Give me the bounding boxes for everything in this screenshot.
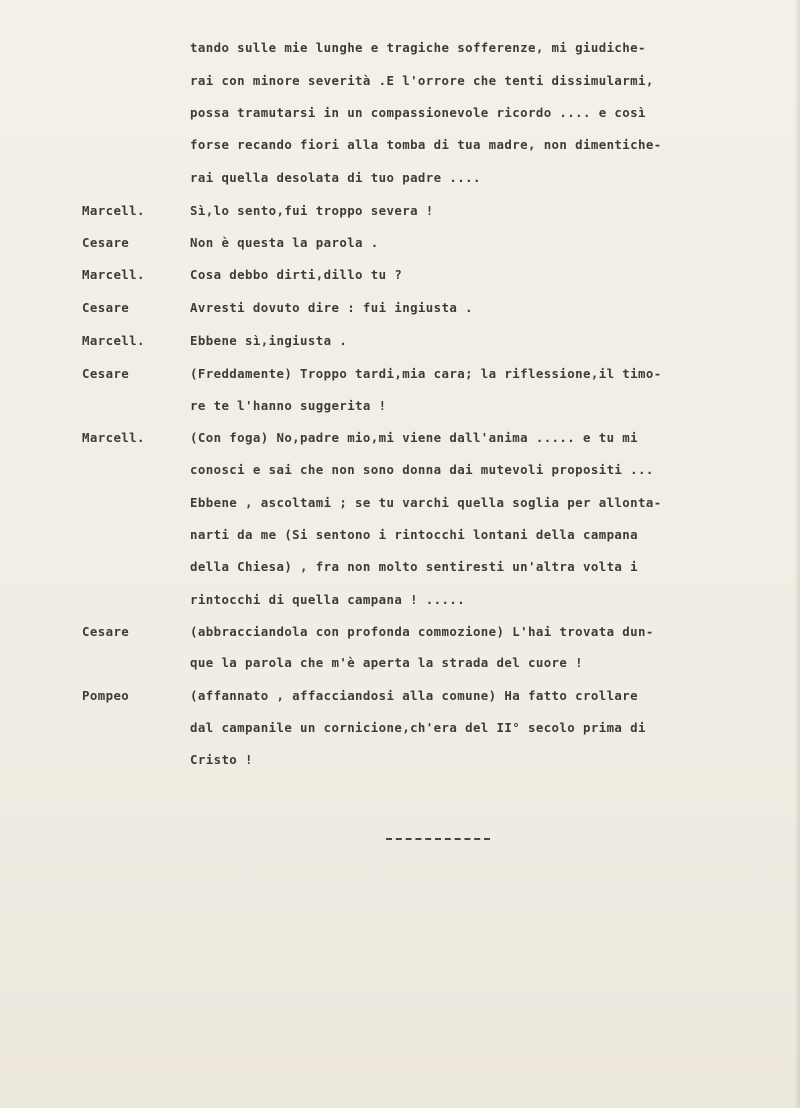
script-line bbox=[0, 720, 800, 740]
speaker-name: Cesare bbox=[82, 300, 130, 315]
script-line bbox=[0, 495, 800, 515]
script-line bbox=[0, 137, 800, 157]
dialogue-text: (Con foga) No,padre mio,mi viene dall'anima ..... e tu mi bbox=[190, 430, 639, 445]
dialogue-text: (abbracciandola con profonda commozione) L'hai trovata dun- bbox=[190, 624, 654, 639]
speaker-name: Cesare bbox=[82, 235, 130, 250]
dialogue-text: que la parola che m'è aperta la strada del cuore ! bbox=[190, 655, 583, 670]
script-line bbox=[0, 333, 800, 353]
script-line bbox=[0, 527, 800, 547]
script-line bbox=[0, 752, 800, 772]
dialogue-text: (Freddamente) Troppo tardi,mia cara; la riflessione,il timo- bbox=[190, 366, 662, 381]
script-line bbox=[0, 592, 800, 612]
script-line bbox=[0, 300, 800, 320]
dialogue-text: rai con minore severità .E l'orrore che tenti dissimularmi, bbox=[190, 73, 654, 88]
dialogue-text: dal campanile un cornicione,ch'era del II° secolo prima di bbox=[190, 720, 646, 735]
script-line bbox=[0, 203, 800, 223]
script-line bbox=[0, 462, 800, 482]
dialogue-text: (affannato , affacciandosi alla comune) Ha fatto crollare bbox=[190, 688, 639, 703]
script-line bbox=[0, 105, 800, 125]
script-line bbox=[0, 688, 800, 708]
script-line bbox=[0, 267, 800, 287]
script-line bbox=[0, 624, 800, 644]
script-line bbox=[0, 40, 800, 60]
speaker-name: Marcell. bbox=[82, 267, 145, 282]
speaker-name: Marcell. bbox=[82, 203, 145, 218]
script-line bbox=[0, 366, 800, 386]
script-line bbox=[0, 170, 800, 190]
dialogue-text: della Chiesa) , fra non molto sentiresti un'altra volta i bbox=[190, 559, 639, 574]
dialogue-text: Cosa debbo dirti,dillo tu ? bbox=[190, 267, 403, 282]
dialogue-text: narti da me (Si sentono i rintocchi lontani della campana bbox=[190, 527, 639, 542]
dialogue-text: Ebbene sì,ingiusta . bbox=[190, 333, 348, 348]
end-divider bbox=[386, 838, 490, 840]
dialogue-text: Cristo ! bbox=[190, 752, 253, 767]
script-line bbox=[0, 73, 800, 93]
dialogue-text: possa tramutarsi in un compassionevole ricordo .... e così bbox=[190, 105, 646, 120]
dialogue-text: re te l'hanno suggerita ! bbox=[190, 398, 387, 413]
dialogue-text: Avresti dovuto dire : fui ingiusta . bbox=[190, 300, 473, 315]
dialogue-text: tando sulle mie lunghe e tragiche sofferenze, mi giudiche- bbox=[190, 40, 646, 55]
script-line bbox=[0, 559, 800, 579]
speaker-name: Cesare bbox=[82, 624, 130, 639]
script-line bbox=[0, 398, 800, 418]
dialogue-text: Sì,lo sento,fui troppo severa ! bbox=[190, 203, 434, 218]
script-line bbox=[0, 655, 800, 675]
speaker-name: Marcell. bbox=[82, 430, 145, 445]
dialogue-text: Ebbene , ascoltami ; se tu varchi quella soglia per allonta- bbox=[190, 495, 662, 510]
page-edge-shadow bbox=[794, 0, 800, 1108]
dialogue-text: rintocchi di quella campana ! ..... bbox=[190, 592, 466, 607]
script-line bbox=[0, 430, 800, 450]
dialogue-text: Non è questa la parola . bbox=[190, 235, 379, 250]
speaker-name: Cesare bbox=[82, 366, 130, 381]
speaker-name: Marcell. bbox=[82, 333, 145, 348]
script-line bbox=[0, 235, 800, 255]
dialogue-text: forse recando fiori alla tomba di tua madre, non dimentiche- bbox=[190, 137, 662, 152]
speaker-name: Pompeo bbox=[82, 688, 130, 703]
dialogue-text: rai quella desolata di tuo padre .... bbox=[190, 170, 481, 185]
dialogue-text: conosci e sai che non sono donna dai mutevoli propositi ... bbox=[190, 462, 654, 477]
